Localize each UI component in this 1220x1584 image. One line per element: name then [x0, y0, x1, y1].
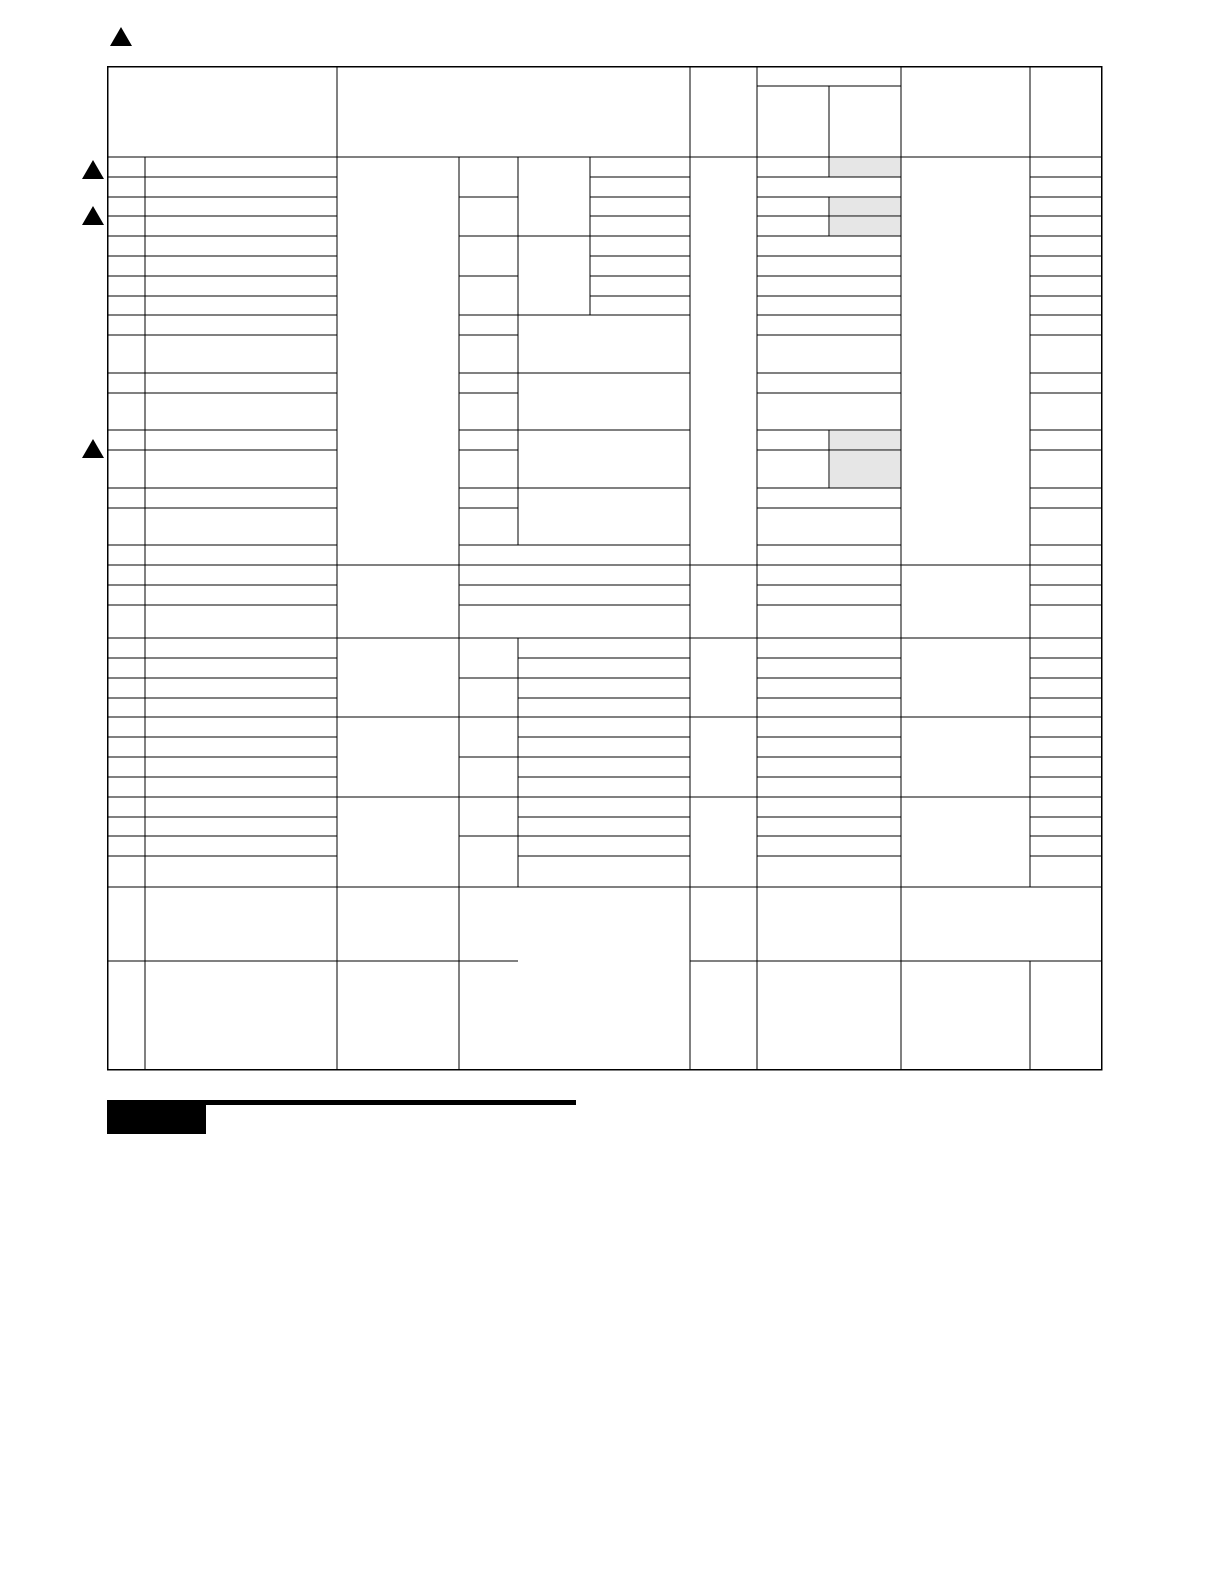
shaded-cell [830, 158, 901, 177]
shaded-cells [830, 158, 901, 488]
table-outer-border [108, 67, 1102, 1070]
shaded-cell [830, 198, 901, 216]
shaded-cell [830, 431, 901, 450]
shaded-cell [830, 217, 901, 236]
grid-lines [107, 66, 1101, 1069]
shaded-cell [830, 451, 901, 488]
section-tab [107, 1100, 206, 1134]
